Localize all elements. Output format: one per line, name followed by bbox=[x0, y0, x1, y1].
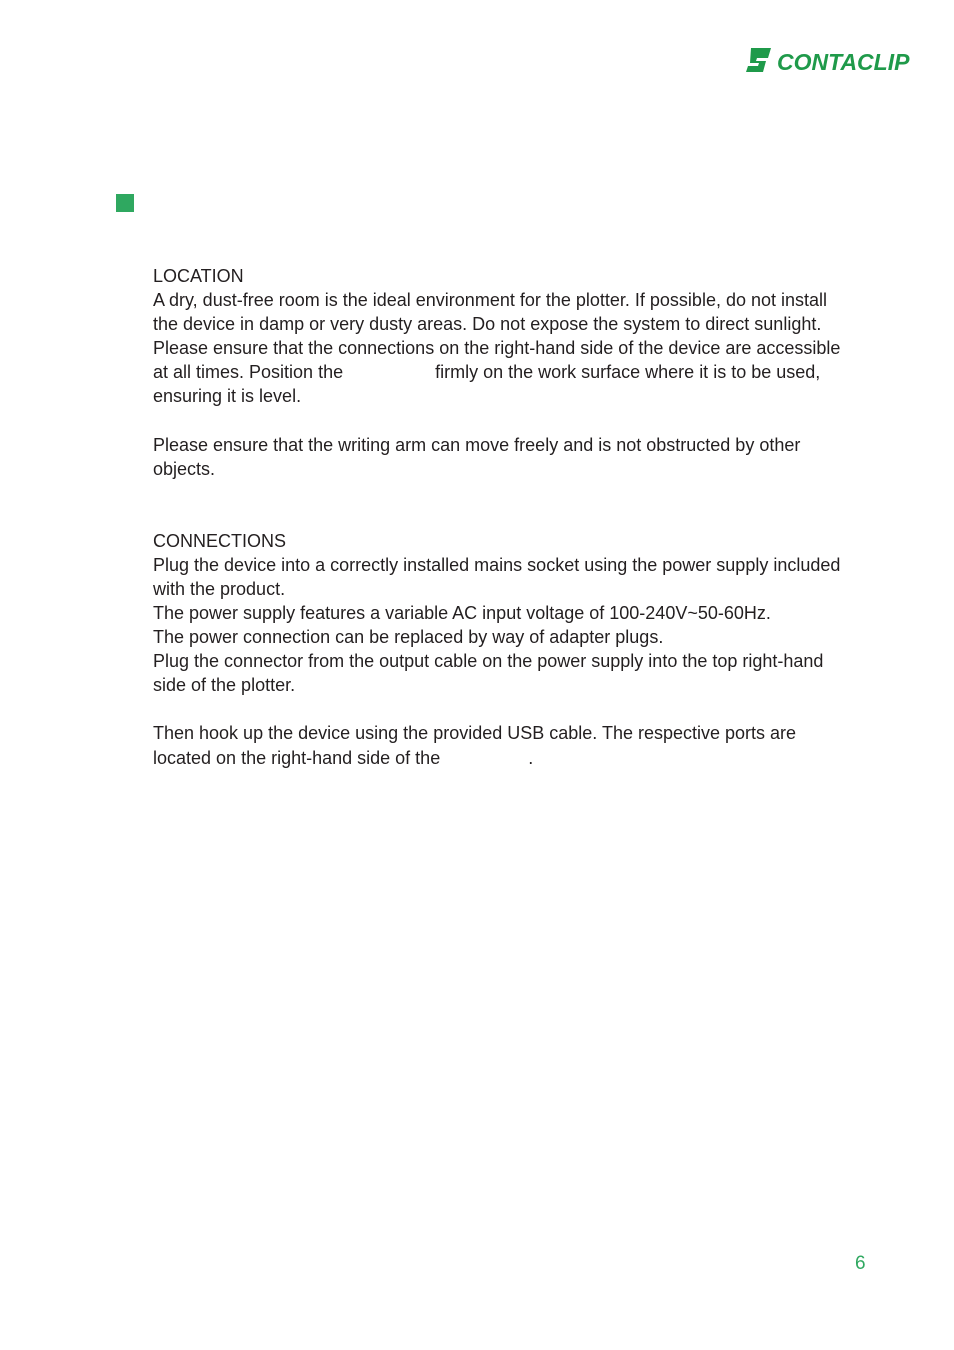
location-line-3: Please ensure that the connections on the right-hand side of the device are accessible bbox=[153, 338, 841, 359]
location-line-4-before: at all times. Position the bbox=[153, 362, 344, 383]
connections-line-2: with the product. bbox=[153, 578, 286, 599]
usb-line-1: Then hook up the device using the provided USB cable. The respective ports are bbox=[153, 723, 797, 744]
location-heading: LOCATION bbox=[153, 266, 244, 286]
logo-text: CONTACLIP bbox=[777, 49, 910, 74]
usb-line-2-after: . bbox=[528, 747, 534, 768]
location-line-5: ensuring it is level. bbox=[153, 386, 302, 407]
usb-line-2-before: located on the right-hand side of the bbox=[153, 747, 441, 768]
document-body bbox=[153, 264, 898, 770]
location-line-2: the device in damp or very dusty areas. Do not expose the system to direct sunlight. bbox=[153, 314, 822, 335]
section-marker bbox=[116, 194, 134, 212]
location-line-4-after: firmly on the work surface where it is to be used, bbox=[435, 362, 821, 383]
connections-line-5: Plug the connector from the output cable on the power supply into the top right-hand bbox=[153, 651, 824, 672]
location-note-line-1: Please ensure that the writing arm can move freely and is not obstructed by other bbox=[153, 434, 801, 455]
connections-line-3: The power supply features a variable AC input voltage of 100-240V~50-60Hz. bbox=[153, 603, 771, 624]
usb-line-2 bbox=[153, 746, 898, 770]
page-number: 6 bbox=[855, 1253, 866, 1274]
logo-mark-icon bbox=[746, 48, 771, 72]
location-note-line-2: objects. bbox=[153, 458, 216, 479]
connections-heading: CONNECTIONS bbox=[153, 530, 287, 551]
connections-line-4: The power connection can be replaced by way of adapter plugs. bbox=[153, 627, 664, 648]
connections-line-1: Plug the device into a correctly installed mains socket using the power supply included bbox=[153, 554, 841, 575]
connections-line-6: side of the plotter. bbox=[153, 675, 296, 696]
location-line-4 bbox=[153, 360, 898, 384]
location-line-1: A dry, dust-free room is the ideal environment for the plotter. If possible, do not install bbox=[153, 290, 828, 311]
contaclip-logo bbox=[746, 46, 912, 74]
